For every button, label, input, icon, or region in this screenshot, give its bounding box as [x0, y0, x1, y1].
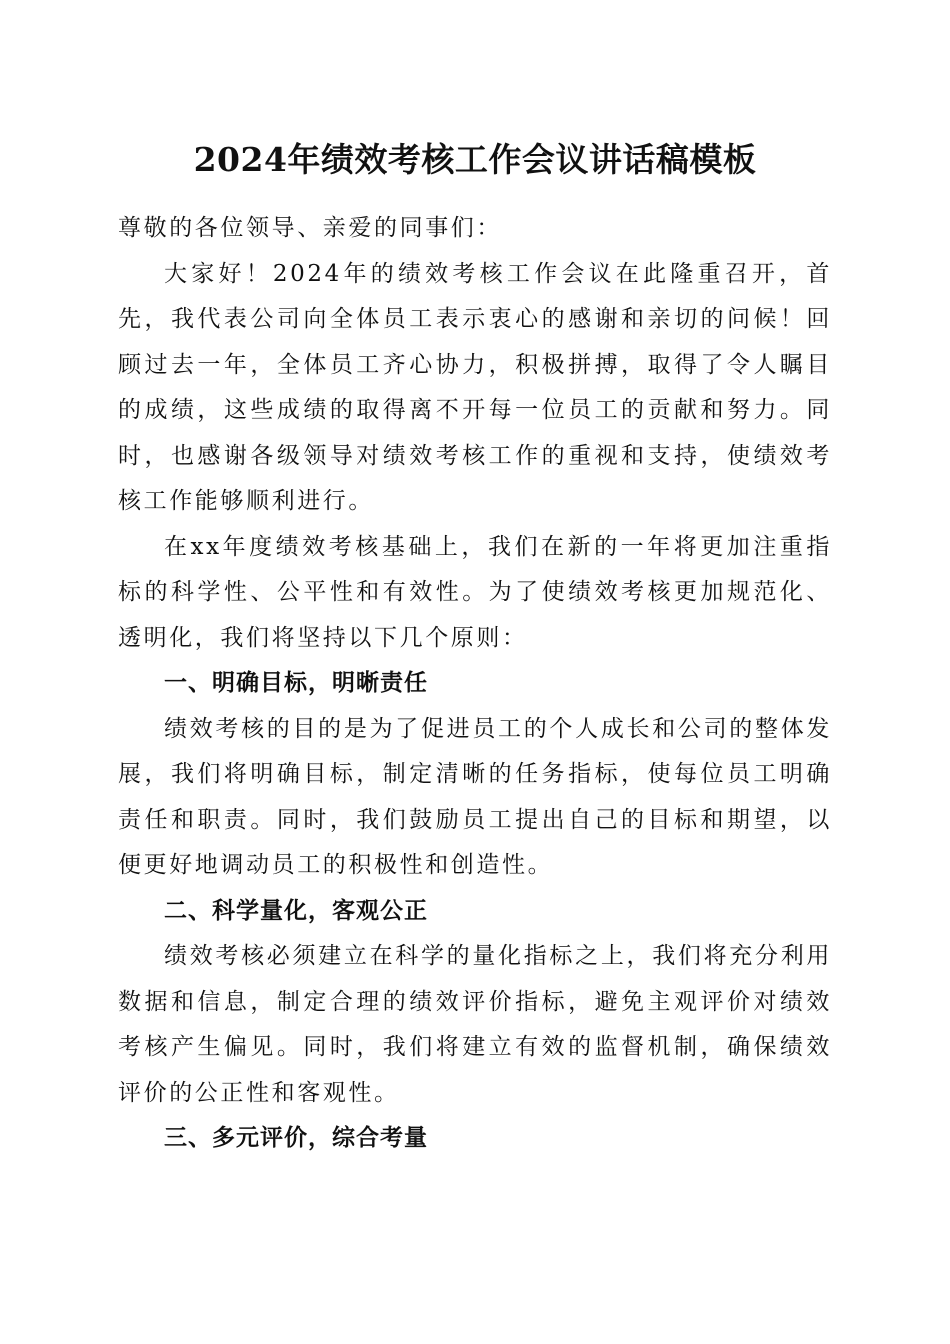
document-body — [118, 206, 832, 1162]
section-heading-1: 一、明确目标，明晰责任 — [164, 670, 428, 696]
section-text-1: 绩效考核的目的是为了促进员工的个人成长和公司的整体发展，我们将明确目标，制定清晰的任务指标，使每位员工明确责任和职责。同时，我们鼓励员工提出自己的目标和期望，以便更好地调动员工的积极性和创造性。 — [118, 715, 832, 878]
paragraph-principles-intro: 在xx年度绩效考核基础上，我们在新的一年将更加注重指标的科学性、公平性和有效性。为了使绩效考核更加规范化、透明化，我们将坚持以下几个原则： — [118, 533, 832, 651]
section-heading-2: 二、科学量化，客观公正 — [164, 897, 428, 924]
section-heading-3: 三、多元评价，综合考量 — [164, 1125, 428, 1151]
paragraph-opening: 大家好！2024年的绩效考核工作会议在此隆重召开，首先，我代表公司向全体员工表示衷心的感谢和亲切的问候！回顾过去一年，全体员工齐心协力，积极拼搏，取得了令人瞩目的成绩，这些成绩的取得离不开每一位员工的贡献和努力。同时，也感谢各级领导对绩效考核工作的重视和支持，使绩效考核工作能够顺利进行。 — [118, 260, 832, 514]
document-title: 2024年绩效考核工作会议讲话稿模板 — [193, 140, 757, 179]
salutation: 尊敬的各位领导、亲爱的同事们： — [118, 215, 502, 241]
section-text-2: 绩效考核必须建立在科学的量化指标之上，我们将充分利用数据和信息，制定合理的绩效评价指标，避免主观评价对绩效考核产生偏见。同时，我们将建立有效的监督机制，确保绩效评价的公正性和客观性。 — [118, 943, 832, 1106]
